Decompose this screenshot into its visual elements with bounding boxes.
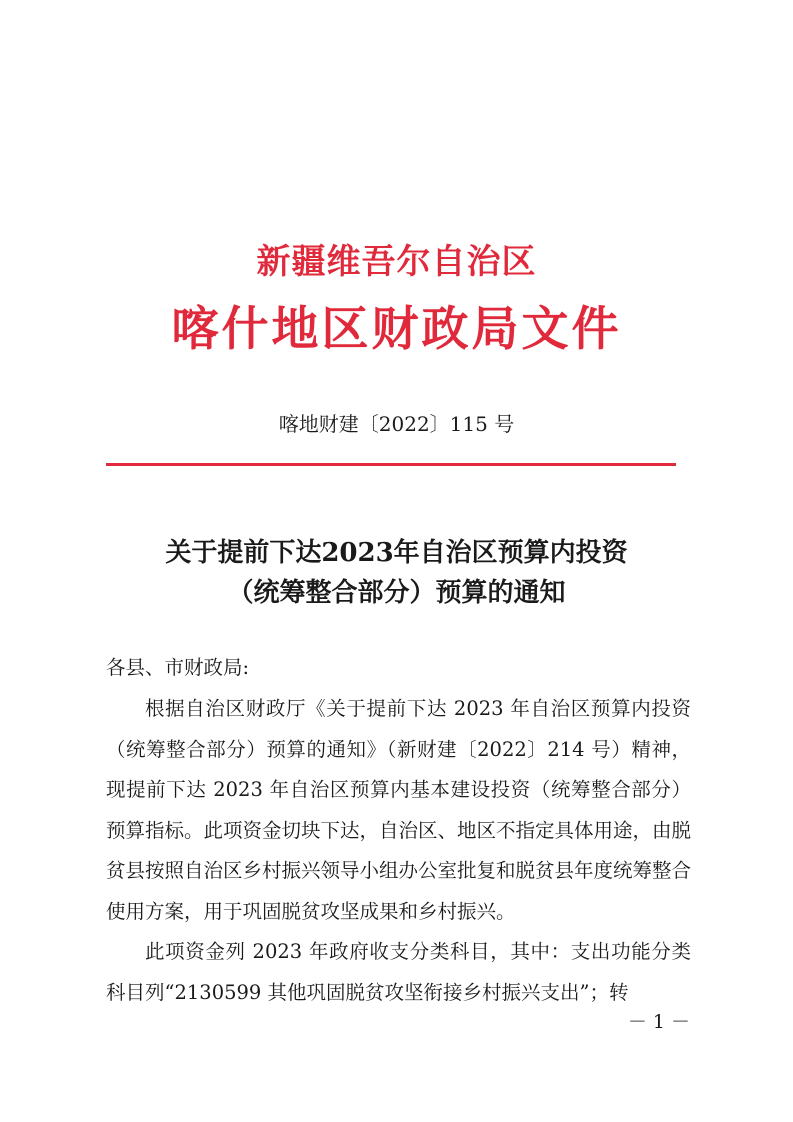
body-paragraph-1: 根据自治区财政厅《关于提前下达 2023 年自治区预算内投资（统筹整合部分）预算的通知》（新财建〔2022〕214 号）精神，现提前下达 2023 年自治区预算内基本建设投资（统筹整合部分）预算指标。此项资金切块下达，自治区、地区不指定具体用途，由脱贫县按照自治区乡村振兴领导小组办公室批复和脱贫县年度统筹整合使用方案，用于巩固脱贫攻坚成果和乡村振兴。 [106, 697, 692, 923]
page-number: － 1 － [627, 1011, 690, 1033]
issuing-office-heading: 喀什地区财政局文件 [171, 302, 622, 357]
document-number: 喀地财建〔2022〕115 号 [278, 412, 515, 436]
issuing-region-heading: 新疆维吾尔自治区 [256, 242, 537, 282]
red-divider-line [106, 463, 676, 466]
document-title [0, 533, 793, 613]
body-paragraph-2: 此项资金列 2023 年政府收支分类科目，其中：支出功能分类科目列“2130599 其他巩固脱贫攻坚衔接乡村振兴支出”；转 [106, 940, 691, 1004]
document-title-line2: （统筹整合部分）预算的通知 [227, 578, 566, 608]
document-title-line1: 关于提前下达2023年自治区预算内投资 [165, 538, 628, 568]
salutation: 各县、市财政局: [106, 656, 250, 679]
